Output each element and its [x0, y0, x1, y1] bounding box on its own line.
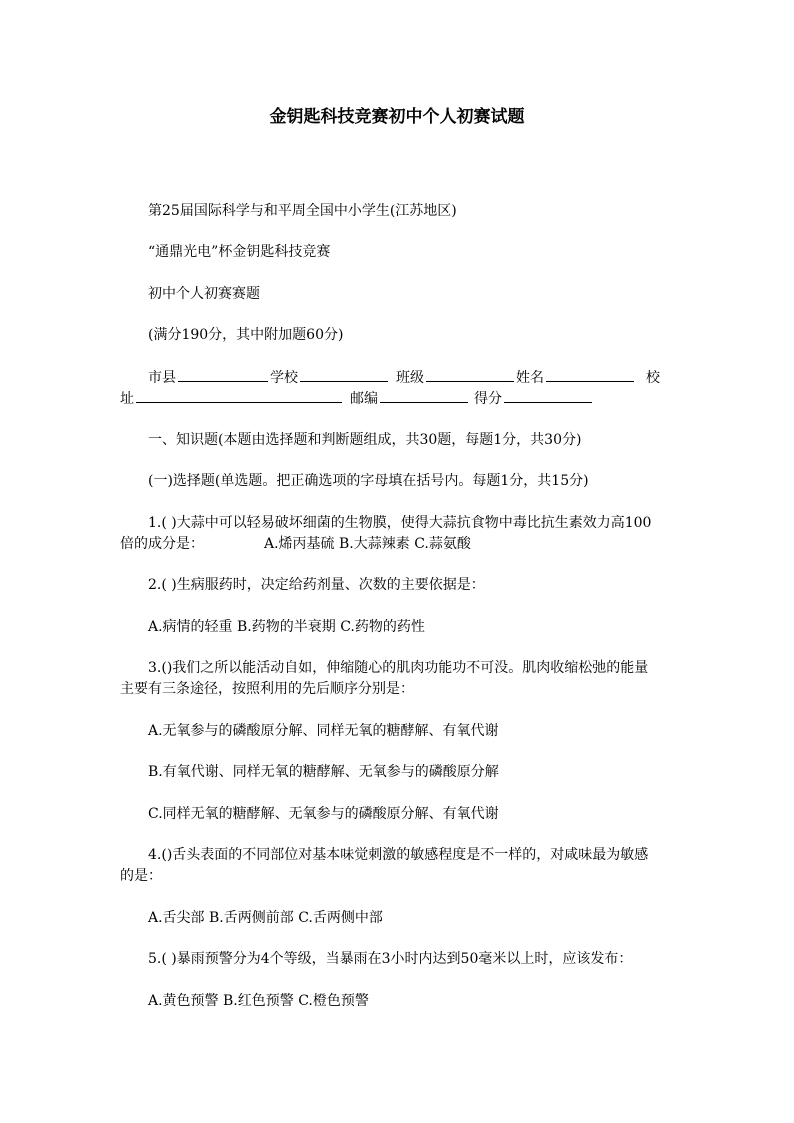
question-1-stem-end: 倍的成分是： [120, 536, 204, 552]
document-title: 金钥匙科技竞赛初中个人初赛试题 [269, 107, 525, 127]
question-5: 5.( )暴雨预警分为4个等级，当暴雨在3小时内达到50毫米以上时，应该发布： [148, 951, 633, 967]
class-blank[interactable] [426, 365, 514, 382]
question-2-options: A.病情的轻重 B.药物的半衰期 C.药物的药性 [148, 619, 425, 635]
city-label: 市县 [148, 370, 176, 386]
name-label: 姓名 [516, 370, 544, 386]
question-3-option-a: A.无氧参与的磷酸原分解、同样无氧的糖酵解、有氧代谢 [148, 723, 499, 739]
section-heading: 一、知识题(本题由选择题和判断题组成，共30题，每题1分，共30分) [148, 432, 582, 448]
question-1-options: A.烯丙基硫 B.大蒜辣素 C.蒜氨酸 [264, 536, 471, 552]
address-label-a: 校 [646, 370, 660, 386]
question-2: 2.( )生病服药时，决定给药剂量、次数的主要依据是： [148, 577, 485, 593]
question-3-line-1: 3.()我们之所以能活动自如，伸缩随心的肌肉功能功不可没。肌肉收缩松弛的能量 [148, 660, 649, 676]
name-blank[interactable] [546, 365, 634, 382]
question-4-line-1: 4.()舌头表面的不同部位对基本味觉刺激的敏感程度是不一样的，对咸味最为敏感 [148, 847, 649, 863]
header-line-3: 初中个人初赛赛题 [148, 286, 260, 302]
address-label-b: 址 [120, 391, 134, 407]
class-label: 班级 [396, 370, 424, 386]
info-form-row-2 [120, 386, 680, 411]
header-line-1: 第25届国际科学与和平周全国中小学生(江苏地区) [148, 203, 457, 219]
question-3-option-b: B.有氧代谢、同样无氧的糖酵解、无氧参与的磷酸原分解 [148, 764, 499, 780]
postcode-label: 邮编 [350, 391, 378, 407]
question-3-option-c: C.同样无氧的糖酵解、无氧参与的磷酸原分解、有氧代谢 [148, 806, 499, 822]
school-label: 学校 [270, 370, 298, 386]
question-5-options: A.黄色预警 B.红色预警 C.橙色预警 [148, 993, 369, 1009]
score-label: 得分 [474, 391, 502, 407]
subsection-heading: (一)选择题(单选题。把正确选项的字母填在括号内。每题1分，共15分) [148, 473, 589, 489]
city-blank[interactable] [178, 365, 268, 382]
header-line-2: “通鼎光电”杯金钥匙科技竞赛 [148, 244, 331, 260]
question-1-line-2 [120, 532, 680, 556]
question-1-line-1: 1.( )大蒜中可以轻易破坏细菌的生物膜，使得大蒜抗食物中毒比抗生素效力高100 [148, 515, 652, 531]
question-4-line-2: 的是： [120, 868, 162, 884]
score-blank[interactable] [504, 386, 592, 403]
school-blank[interactable] [300, 365, 388, 382]
postcode-blank[interactable] [380, 386, 468, 403]
header-line-4: (满分190分，其中附加题60分) [148, 327, 344, 343]
question-3-line-2: 主要有三条途径，按照利用的先后顺序分别是： [120, 681, 414, 697]
question-4-options: A.舌尖部 B.舌两侧前部 C.舌两侧中部 [148, 910, 383, 926]
address-blank[interactable] [136, 386, 342, 403]
